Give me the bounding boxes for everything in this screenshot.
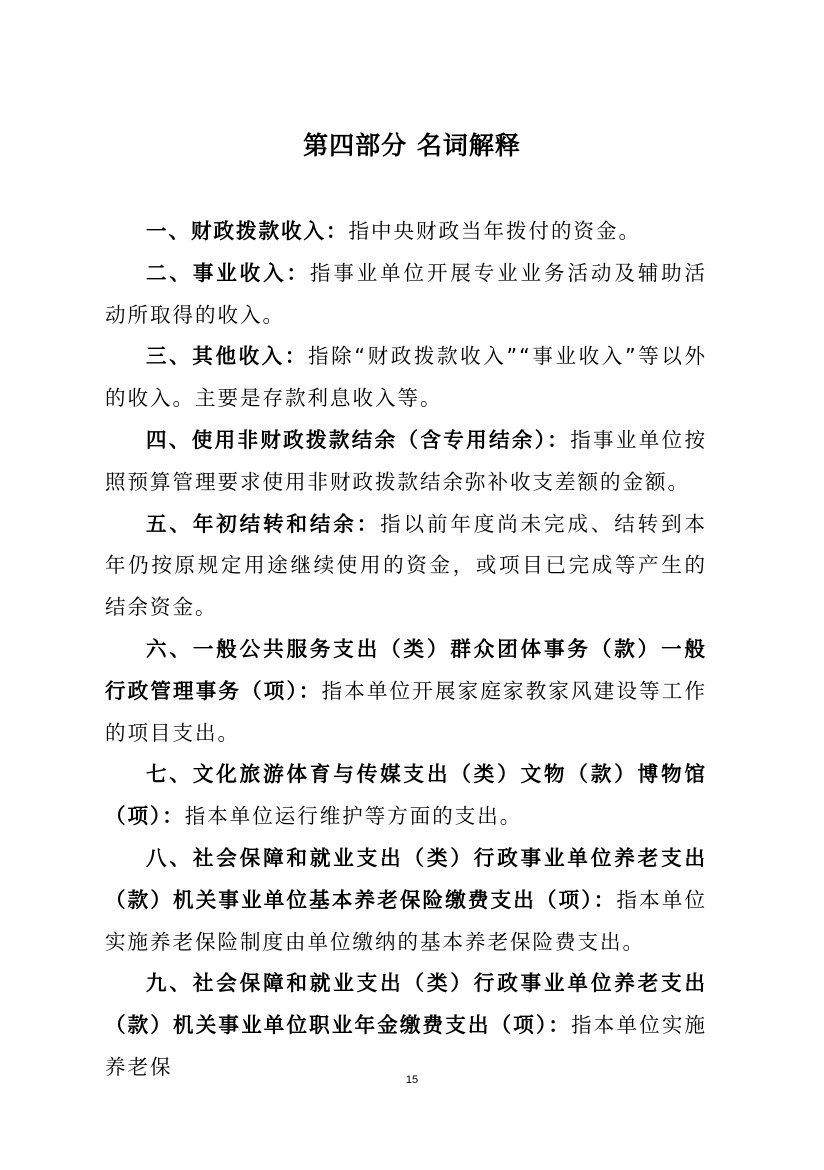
definition-item	[105, 504, 707, 629]
definition-text: 指本单位运行维护等方面的支出。	[184, 804, 523, 829]
definition-text: 指中央财政当年拨付的资金。	[348, 219, 641, 243]
page-number: 15	[405, 1074, 419, 1086]
definition-term: 八、社会保障和就业支出（类）行政事业单位养老支出（款）机关事业单位基本养老保险缴费支出（项）：	[105, 845, 707, 912]
definition-term: 九、社会保障和就业支出（类）行政事业单位养老支出（款）机关事业单位职业年金缴费支出（项）：	[105, 971, 707, 1038]
page-title: 第四部分 名词解释	[303, 131, 521, 160]
definition-term: 四、使用非财政拨款结余（含专用结余）：	[146, 427, 571, 452]
definition-item	[105, 253, 707, 337]
definition-item	[105, 963, 707, 1088]
definition-term: 一、财政拨款收入：	[146, 219, 349, 243]
definition-term: 二、事业收入：	[146, 260, 310, 285]
definition-text: 指本单位实施养老保	[105, 1013, 708, 1079]
definition-item	[105, 211, 707, 253]
definition-item	[105, 629, 707, 754]
definition-item	[105, 336, 707, 420]
definition-term: 五、年初结转和结余：	[146, 511, 381, 536]
definitions-list	[105, 211, 707, 1089]
definition-text: 指本单位开展家庭家教家风建设等工作的项目支出。	[105, 678, 708, 745]
definition-item	[105, 754, 707, 838]
definition-term: 七、文化旅游体育与传媒支出（类）文物（款）博物馆（项）：	[105, 762, 707, 829]
definition-term: 三、其他收入：	[146, 344, 309, 369]
definition-text: 指事业单位开展专业业务活动及辅助活动所取得的收入。	[105, 260, 708, 327]
definition-text: 指以前年度尚未完成、结转到本年仍按原规定用途继续使用的资金，或项目已完成等产生的结余资金。	[105, 511, 708, 620]
definition-item	[105, 420, 707, 504]
definition-term: 六、一般公共服务支出（类）群众团体事务（款）一般行政管理事务（项）：	[105, 636, 707, 703]
definition-item	[105, 838, 707, 963]
definition-text: 指除“财政拨款收入”“事业收入”等以外的收入。主要是存款利息收入等。	[105, 344, 708, 411]
definition-text: 指本单位实施养老保险制度由单位缴纳的基本养老保险费支出。	[105, 887, 708, 954]
definition-text: 指事业单位按照预算管理要求使用非财政拨款结余弥补收支差额的金额。	[105, 427, 708, 494]
